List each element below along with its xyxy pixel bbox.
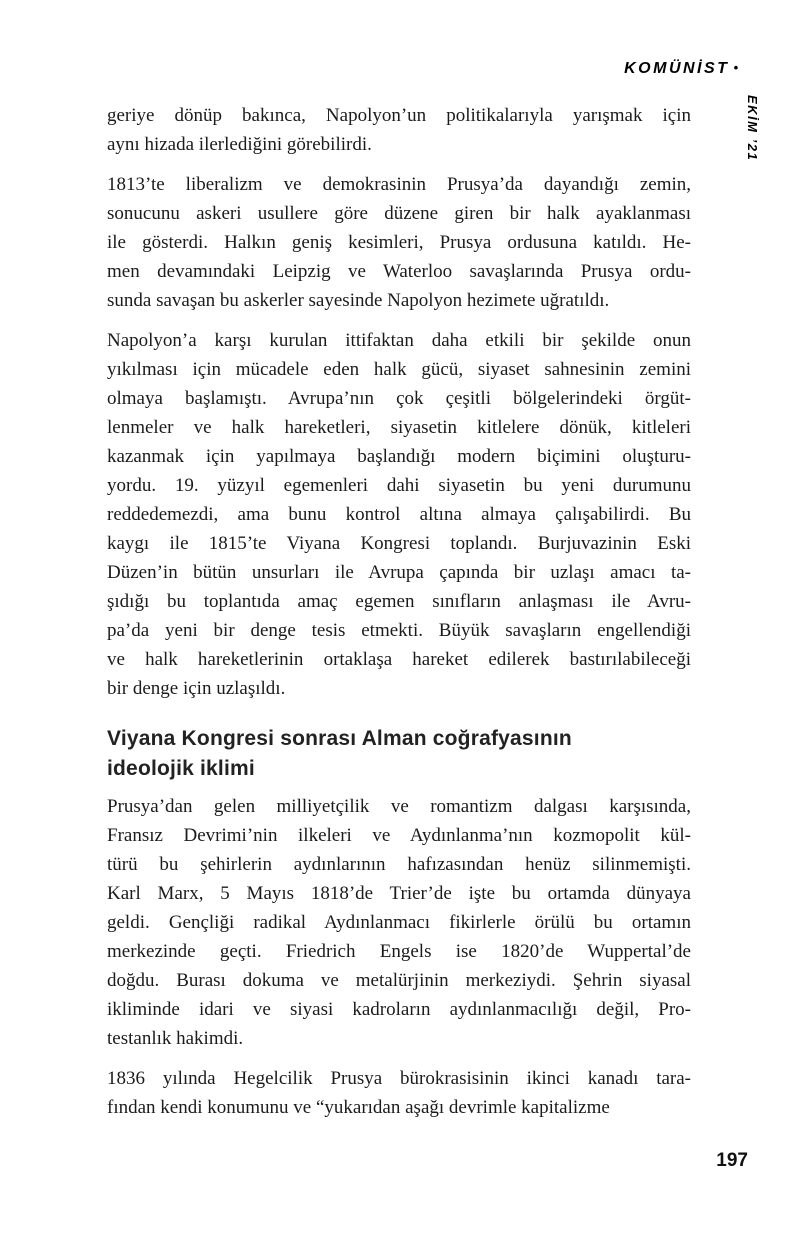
text-line: ikliminde idari ve siyasi kadroların aydınlanmacılığı değil, Pro-: [107, 999, 691, 1020]
paragraph: [107, 170, 691, 315]
text-line: yordu. 19. yüzyıl egemenleri dahi siyasetin bu yeni durumunu: [107, 475, 691, 496]
text-line: kazanmak için yapılmaya başlandığı modern biçimini oluşturu-: [107, 446, 691, 467]
text-line: testanlık hakimdi.: [107, 1028, 244, 1049]
text-line: geriye dönüp bakınca, Napolyon’un politikalarıyla yarışmak için: [107, 105, 691, 126]
text-line: fından kendi konumunu ve “yukarıdan aşağı devrimle kapitalizme: [107, 1097, 610, 1118]
text-line: 1836 yılında Hegelcilik Prusya bürokrasisinin ikinci kanadı tara-: [107, 1068, 691, 1089]
text-line: bir denge için uzlaşıldı.: [107, 678, 286, 699]
text-line: Viyana Kongresi sonrası Alman coğrafyasının: [107, 727, 572, 750]
text-line: lenmeler ve halk hareketleri, siyasetin kitlelere dönük, kitleleri: [107, 417, 691, 438]
paragraph: [107, 1064, 691, 1122]
page-number: 197: [716, 1150, 748, 1171]
text-line: türü bu şehirlerin aydınlarının hafızasından henüz silinmemişti.: [107, 854, 691, 875]
text-line: ile gösterdi. Halkın geniş kesimleri, Prusya ordusuna katıldı. He-: [107, 232, 691, 253]
text-line: 1813’te liberalizm ve demokrasinin Prusya’da dayandığı zemin,: [107, 174, 691, 195]
text-line: doğdu. Burası dokuma ve metalürjinin merkeziydi. Şehrin siyasal: [107, 970, 691, 991]
text-line: Düzen’in bütün unsurları ile Avrupa çapında bir uzlaşı amacı ta-: [107, 562, 691, 583]
text-line: Napolyon’a karşı kurulan ittifaktan daha etkili bir şekilde onun: [107, 330, 691, 351]
text-line: olmaya başlamıştı. Avrupa’nın çok çeşitli bölgelerindeki örgüt-: [107, 388, 691, 409]
text-line: Karl Marx, 5 Mayıs 1818’de Trier’de işte bu ortamda dünyaya: [107, 883, 691, 904]
paragraph: [107, 101, 691, 159]
text-line: yıkılması için mücadele eden halk gücü, siyaset sahnesinin zemini: [107, 359, 691, 380]
paragraph: [107, 792, 691, 1053]
text-line: ideolojik iklimi: [107, 757, 255, 780]
text-line: Fransız Devrimi’nin ilkeleri ve Aydınlanma’nın kozmopolit kül-: [107, 825, 691, 846]
text-line: Prusya’dan gelen milliyetçilik ve romantizm dalgası karşısında,: [107, 796, 691, 817]
journal-title: [624, 60, 738, 78]
text-line: ve halk hareketlerinin ortaklaşa hareket edilerek bastırılabileceği: [107, 649, 691, 670]
text-line: şıdığı bu toplantıda amaç egemen sınıfların anlaşması ile Avru-: [107, 591, 691, 612]
text-line: reddedemezdi, ama bunu kontrol altına almaya çalışabilirdi. Bu: [107, 504, 691, 525]
text-line: merkezinde geçti. Friedrich Engels ise 1820’de Wuppertal’de: [107, 941, 691, 962]
text-line: aynı hizada ilerlediğini görebilirdi.: [107, 134, 372, 155]
text-line: kaygı ile 1815’te Viyana Kongresi toplandı. Burjuvazinin Eski: [107, 533, 691, 554]
text-line: men devamındaki Leipzig ve Waterloo savaşlarında Prusya ordu-: [107, 261, 691, 282]
page-content: [107, 101, 691, 1133]
section-heading: [107, 724, 691, 784]
journal-title-text: KOMÜNİST: [624, 60, 730, 77]
paragraph: [107, 326, 691, 703]
text-line: pa’da yeni bir denge tesis etmekti. Büyük savaşların engellendiği: [107, 620, 691, 641]
issue-label: EKİM ’21: [745, 95, 760, 162]
bullet-icon: •: [733, 60, 738, 75]
text-line: sonucunu askeri usullere göre düzene giren bir halk ayaklanması: [107, 203, 691, 224]
text-line: sunda savaşan bu askerler sayesinde Napolyon hezimete uğratıldı.: [107, 290, 610, 311]
text-line: geldi. Gençliği radikal Aydınlanmacı fikirlerle örülü bu ortamın: [107, 912, 691, 933]
